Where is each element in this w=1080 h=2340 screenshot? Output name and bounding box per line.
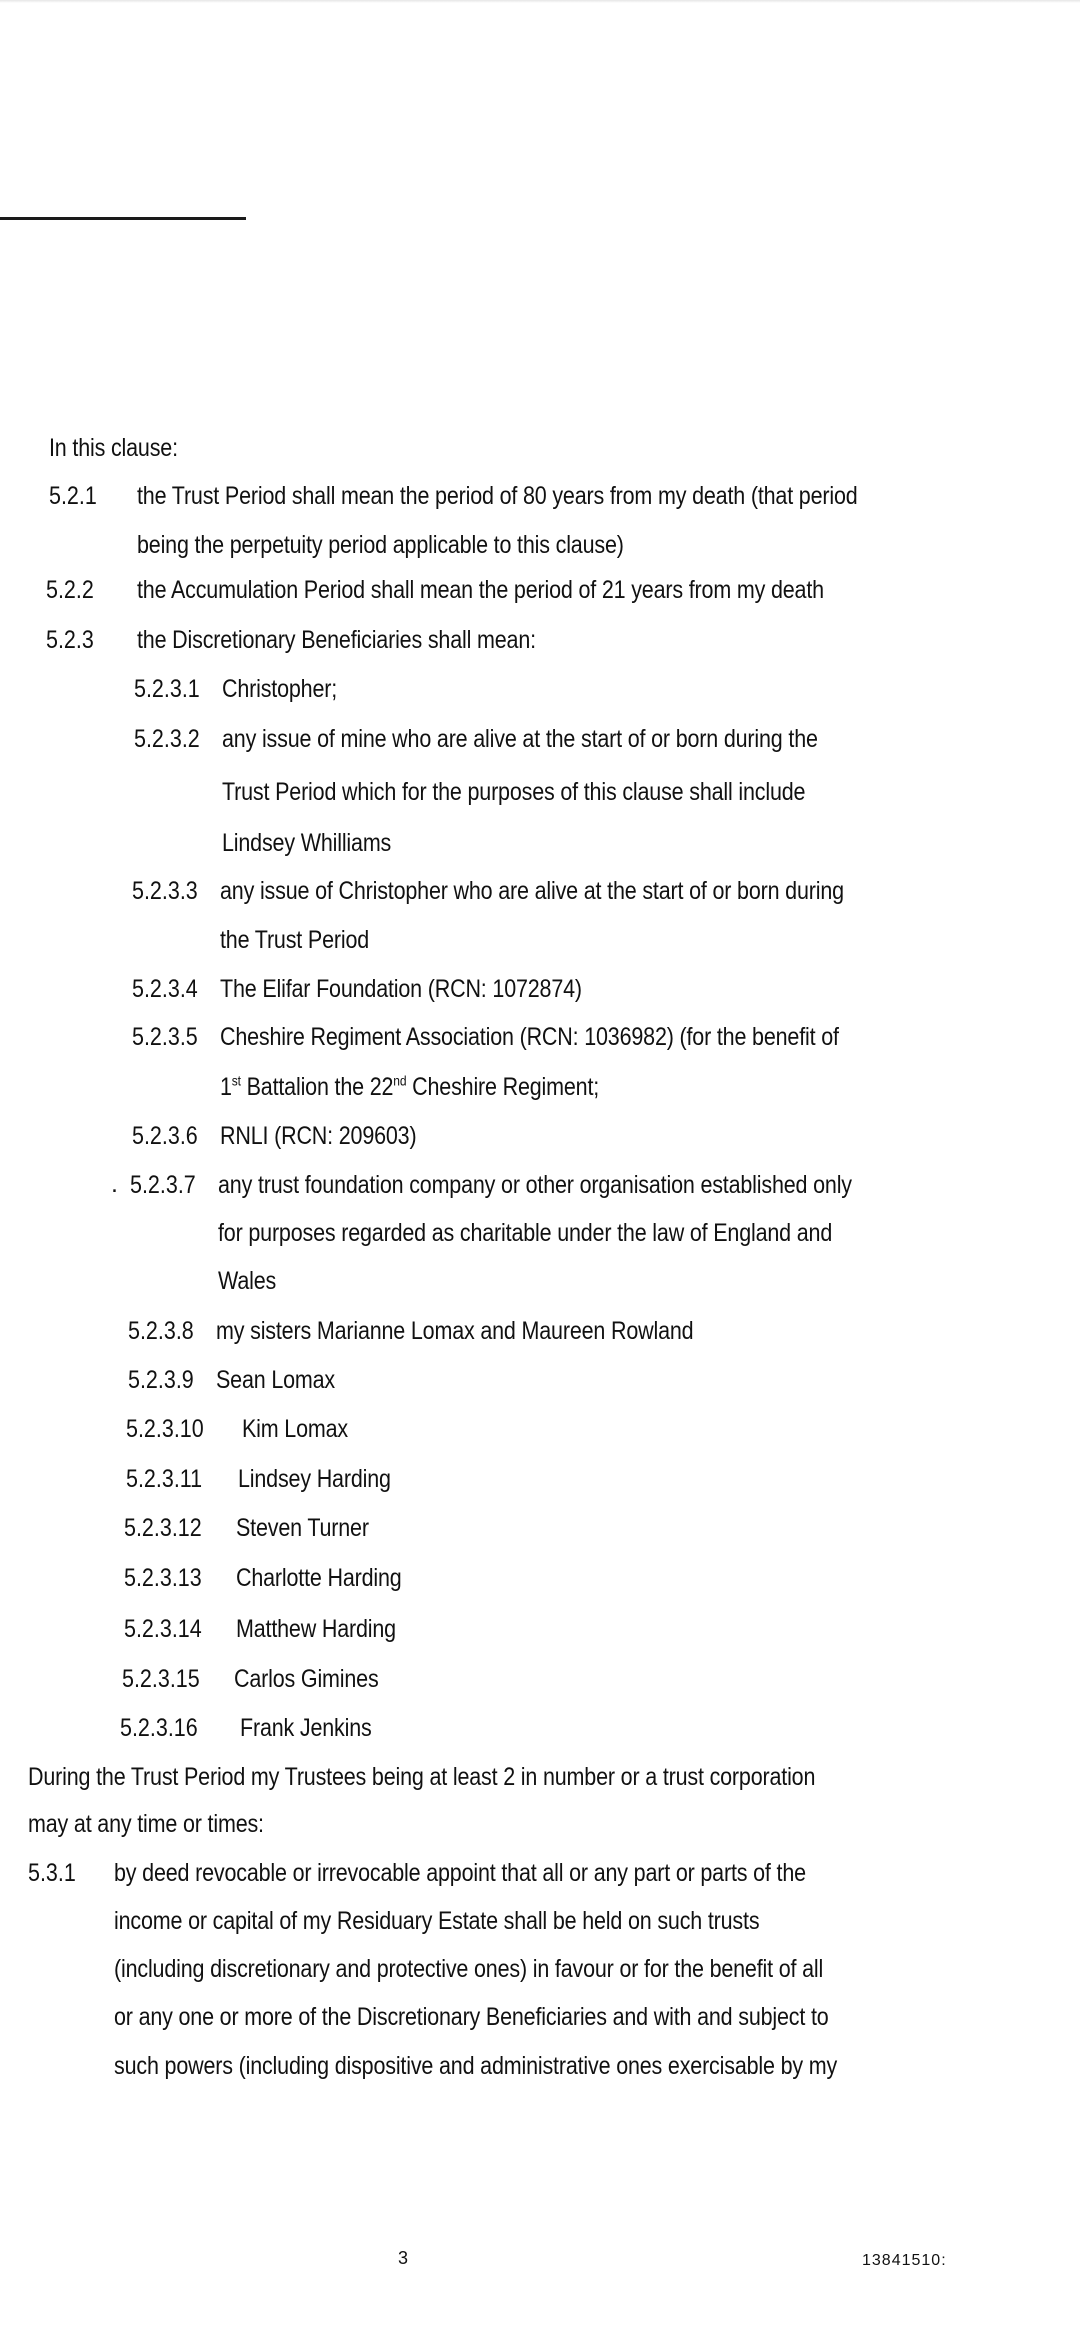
subclause-5-2-3-3-line-1: any issue of Christopher who are alive at the start of or born during	[220, 877, 844, 905]
subclause-number-5-2-3-3: 5.2.3.3	[132, 877, 198, 905]
subclause-number-5-2-3-15: 5.2.3.15	[122, 1665, 200, 1693]
during-paragraph-line-2: may at any time or times:	[28, 1810, 264, 1838]
subclause-number-5-2-3-16: 5.2.3.16	[120, 1714, 198, 1742]
subclause-5-2-3-7-line-2: for purposes regarded as charitable under the law of England and	[218, 1219, 833, 1247]
subclause-number-5-2-3-13: 5.2.3.13	[124, 1564, 202, 1592]
subclause-number-5-2-3-6: 5.2.3.6	[132, 1122, 198, 1150]
clause-5-3-1-line-5: such powers (including dispositive and administrative ones exercisable by my	[114, 2052, 838, 2080]
subclause-5-2-3-14-text: Matthew Harding	[236, 1615, 396, 1643]
page-top-edge	[0, 0, 1080, 3]
subclause-5-2-3-10-text: Kim Lomax	[242, 1415, 348, 1443]
subclause-5-2-3-3-line-2: the Trust Period	[220, 926, 370, 954]
clause-5-2-2-line-1: the Accumulation Period shall mean the period of 21 years from my death	[137, 576, 824, 604]
document-reference: 13841510:	[862, 2252, 947, 2269]
subclause-number-5-2-3-4: 5.2.3.4	[132, 975, 198, 1003]
clause-5-2-1-line-1: the Trust Period shall mean the period of 80 years from my death (that period	[137, 482, 858, 510]
subclause-number-5-2-3-10: 5.2.3.10	[126, 1415, 204, 1443]
clause-5-3-1-line-2: income or capital of my Residuary Estate shall be held on such trusts	[114, 1907, 760, 1935]
subclause-5-2-3-6-text: RNLI (RCN: 209603)	[220, 1122, 417, 1150]
subclause-5-2-3-15-text: Carlos Gimines	[234, 1665, 379, 1693]
subclause-5-2-3-5-line-1: Cheshire Regiment Association (RCN: 1036982) (for the benefit of	[220, 1023, 839, 1051]
subclause-5-2-3-7-line-3: Wales	[218, 1267, 277, 1295]
subclause-number-5-2-3-11: 5.2.3.11	[126, 1465, 203, 1493]
subclause-5-2-3-1-text: Christopher;	[222, 675, 338, 703]
during-paragraph-line-1: During the Trust Period my Trustees being at least 2 in number or a trust corporation	[28, 1763, 816, 1791]
subclause-5-2-3-5-line-2: 1st Battalion the 22nd Cheshire Regiment;	[220, 1072, 600, 1101]
subclause-5-2-3-8-text: my sisters Marianne Lomax and Maureen Rowland	[216, 1317, 694, 1345]
clause-number-5-3-1: 5.3.1	[28, 1859, 76, 1887]
subclause-5-2-3-4-text: The Elifar Foundation (RCN: 1072874)	[220, 975, 582, 1003]
subclause-5-2-3-9-text: Sean Lomax	[216, 1366, 336, 1394]
subclause-5-2-3-2-line-2: Trust Period which for the purposes of this clause shall include	[222, 778, 806, 806]
clause-5-3-1-line-3: (including discretionary and protective ones) in favour or for the benefit of all	[114, 1955, 824, 1983]
subclause-5-2-3-2-line-1: any issue of mine who are alive at the start of or born during the	[222, 725, 818, 753]
subclause-number-5-2-3-12: 5.2.3.12	[124, 1514, 202, 1542]
subclause-5-2-3-12-text: Steven Turner	[236, 1514, 369, 1542]
subclause-number-5-2-3-8: 5.2.3.8	[128, 1317, 194, 1345]
page-number: 3	[398, 2248, 409, 2268]
subclause-number-5-2-3-2: 5.2.3.2	[134, 725, 200, 753]
intro-text: In this clause:	[49, 434, 178, 462]
subclause-5-2-3-13-text: Charlotte Harding	[236, 1564, 402, 1592]
margin-rule	[0, 217, 246, 220]
clause-number-5-2-1: 5.2.1	[49, 482, 97, 510]
clause-number-5-2-2: 5.2.2	[46, 576, 94, 604]
clause-5-3-1-line-1: by deed revocable or irrevocable appoint that all or any part or parts of the	[114, 1859, 806, 1887]
subclause-number-5-2-3-1: 5.2.3.1	[134, 675, 200, 703]
subclause-5-2-3-7-line-1: any trust foundation company or other organisation established only	[218, 1171, 852, 1199]
subclause-number-5-2-3-5: 5.2.3.5	[132, 1023, 198, 1051]
clause-5-2-3-line-1: the Discretionary Beneficiaries shall mean:	[137, 626, 536, 654]
subclause-number-5-2-3-14: 5.2.3.14	[124, 1615, 202, 1643]
subclause-number-5-2-3-9: 5.2.3.9	[128, 1366, 194, 1394]
clause-5-3-1-line-4: or any one or more of the Discretionary Beneficiaries and with and subject to	[114, 2003, 829, 2031]
clause-number-5-2-3: 5.2.3	[46, 626, 94, 654]
stray-mark: .	[111, 1170, 118, 1198]
subclause-5-2-3-11-text: Lindsey Harding	[238, 1465, 391, 1493]
clause-5-2-1-line-2: being the perpetuity period applicable to this clause)	[137, 531, 624, 559]
subclause-number-5-2-3-7: 5.2.3.7	[130, 1171, 196, 1199]
subclause-5-2-3-16-text: Frank Jenkins	[240, 1714, 372, 1742]
subclause-5-2-3-2-line-3: Lindsey Whilliams	[222, 829, 392, 857]
